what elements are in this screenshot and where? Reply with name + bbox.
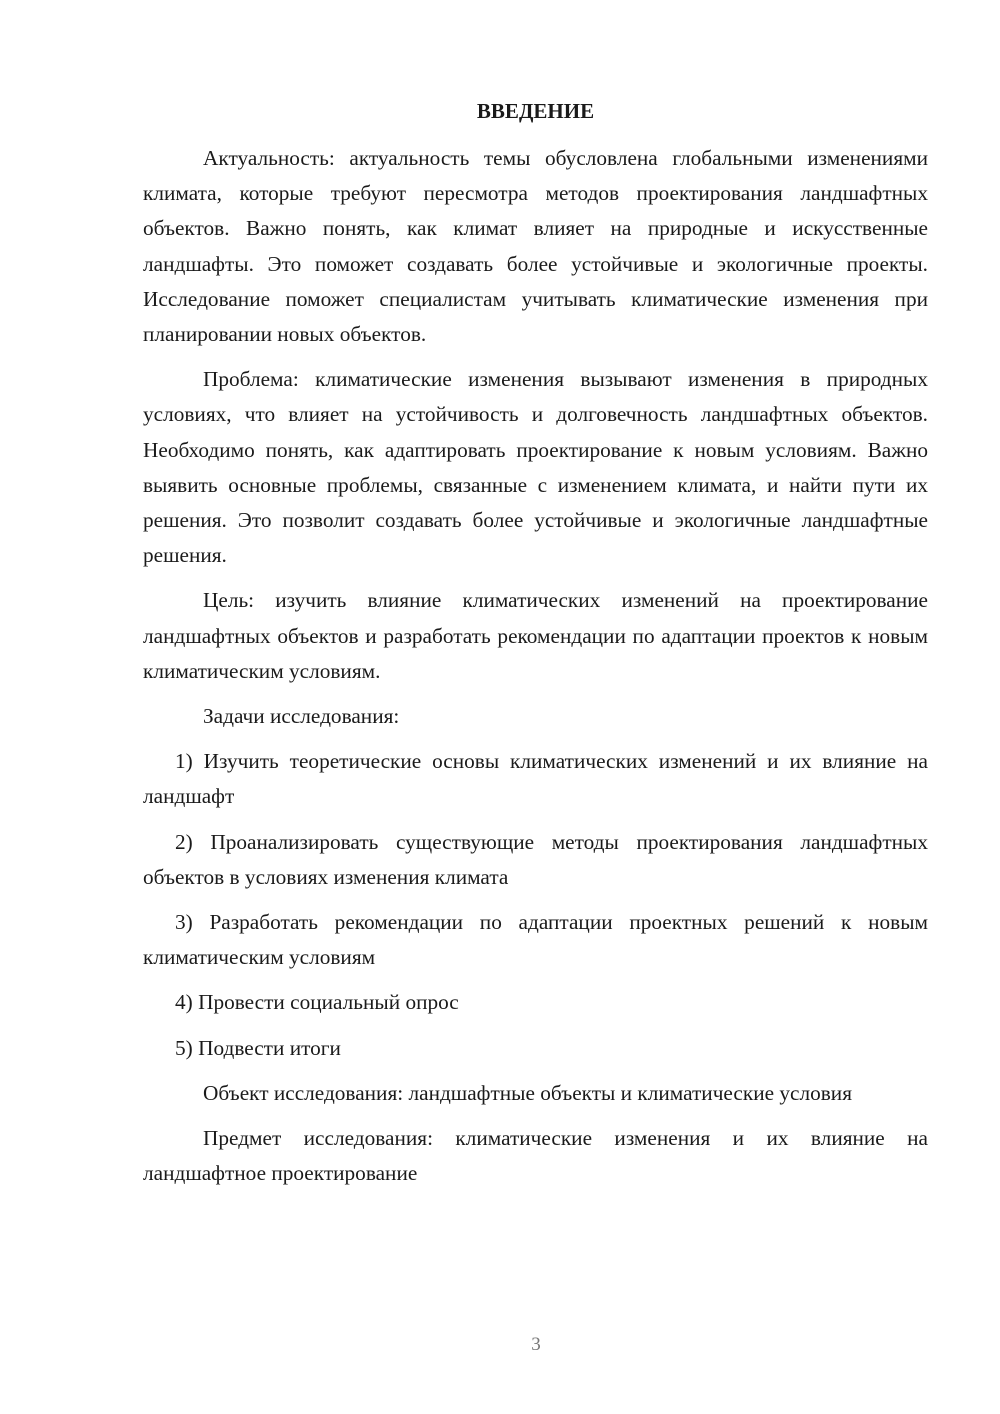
problem-paragraph: Проблема: климатические изменения вызывают изменения в природных условиях, что влияет на устойчивость и долговечность ландшафтных объектов. Необходимо понять, как адаптировать проектирование к новым условиям. Важно выявить основные проблемы, связанные с изменением климата, и найти пути их решения. Это позволит создавать более устойчивые и экологичные ландшафтные решения.: [143, 367, 928, 568]
relevance-paragraph: Актуальность: актуальность темы обусловлена глобальными изменениями климата, которые требуют пересмотра методов проектирования ландшафтных объектов. Важно понять, как климат влияет на природные и искусственные ландшафты. Это поможет создавать более устойчивые и экологичные проекты. Исследование поможет специалистам учитывать климатические изменения при планировании новых объектов.: [143, 146, 928, 347]
task-item-1: 1) Изучить теоретические основы климатических изменений и их влияние на ландшафт: [143, 749, 928, 809]
page-number: 3: [531, 1334, 541, 1355]
page-title: ВВЕДЕНИЕ: [476, 99, 595, 123]
task-item-5: 5) Подвести итоги: [175, 1035, 341, 1060]
task-item-2: 2) Проанализировать существующие методы проектирования ландшафтных объектов в условиях изменения климата: [143, 829, 928, 889]
goal-paragraph: Цель: изучить влияние климатических изменений на проектирование ландшафтных объектов и разработать рекомендации по адаптации проектов к новым климатическим условиям.: [143, 588, 928, 683]
research-subject-paragraph: Предмет исследования: климатические изменения и их влияние на ландшафтное проектирование: [143, 1126, 928, 1186]
tasks-heading: Задачи исследования:: [203, 704, 400, 729]
task-item-3: 3) Разработать рекомендации по адаптации проектных решений к новым климатическим условиям: [143, 910, 928, 970]
research-object-paragraph: Объект исследования: ландшафтные объекты и климатические условия: [203, 1080, 852, 1105]
task-item-4: 4) Провести социальный опрос: [175, 990, 459, 1015]
page-content: [143, 94, 928, 1191]
